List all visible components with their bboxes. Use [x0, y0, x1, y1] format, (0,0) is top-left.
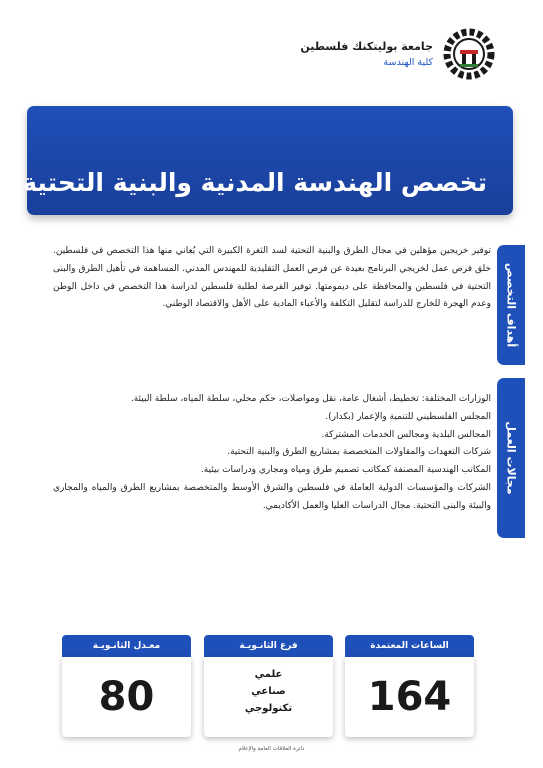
tab-fields [497, 378, 525, 538]
credit-hours-value: 164 [367, 674, 452, 720]
goals-paragraph: توفير خريجين مؤهلين في مجال الطرق والبنية التحتية لسد الثغرة الكبيرة التي يُعاني منها هذا التخصص في فلسطين. خلق فرص عمل لخريجي البرنامج بعيدة عن فرص العمل التقليدية للمهندس المدني. المساهمة في تأهيل الطرق والبنى التحتية في فلسطين والمحافظة على ديمومتها. توفير الفرصة لطلبة فلسطين لدراسة هذا التخصص في داخل الوطن وعدم الهجرة للخارج للدراسة لتقليل التكلفة والأعباء المادية على الأهل والاقتصاد الوطني. [53, 246, 491, 310]
branch-stream: تكنولوجي [244, 703, 293, 714]
tab-goals-label: أهداف التخصص [504, 262, 518, 348]
university-name: جامعة بوليتكنك فلسطين [300, 40, 433, 53]
tab-fields-label: مجالات العمل [504, 421, 518, 495]
footer-text: دائرة العلاقات العامة والإعلام [238, 746, 305, 752]
average-card [62, 635, 191, 737]
branch-stream: صناعي [251, 686, 286, 697]
fields-item: المكاتب الهندسية المصنفة كمكاتب تصميم طرق ومياه ومجاري ودراسات بيئية. [200, 465, 491, 476]
fields-item: الوزارات المختلفة: تخطيط، أشغال عامة، نقل ومواصلات، حكم محلي، سلطة المياه، سلطة البيئة. [130, 394, 491, 404]
branch-streams [204, 657, 333, 717]
branch-body [204, 657, 333, 737]
fields-list [53, 391, 491, 516]
credit-hours-label: الساعات المعتمدة [345, 635, 474, 657]
college-name: كلية الهندسة [383, 57, 433, 68]
credit-hours-card [345, 635, 474, 737]
university-logo-icon [443, 28, 495, 80]
fields-item: الشركات والمؤسسات الدولية العاملة في فلسطين والشرق الأوسط والمتخصصة بمشاريع الطرق والمياه والمجاري والبيئة والبنى التحتية. مجال الدراسات العليا والعمل الأكاديمي. [53, 482, 491, 511]
average-body [62, 657, 191, 737]
average-label: معـدل الثانـويـة [62, 635, 191, 657]
fields-item: شركات التعهدات والمقاولات المتخصصة بمشاريع الطرق والبنية التحتية. [227, 447, 491, 458]
page-title: تخصص الهندسة المدنية والبنية التحتية [22, 168, 487, 197]
branch-label: فرع الثانـويـة [204, 635, 333, 657]
credit-hours-body [345, 657, 474, 737]
fields-item: المجالس البلدية ومجالس الخدمات المشتركة. [321, 429, 491, 440]
branch-stream: علمي [254, 669, 283, 680]
branch-card [204, 635, 333, 737]
tab-goals [497, 245, 525, 365]
fields-item: المجلس الفلسطيني للتنمية والإعمار (بكدار). [325, 411, 491, 422]
title-banner [22, 106, 513, 215]
header [295, 28, 495, 86]
average-value: 80 [98, 674, 155, 720]
